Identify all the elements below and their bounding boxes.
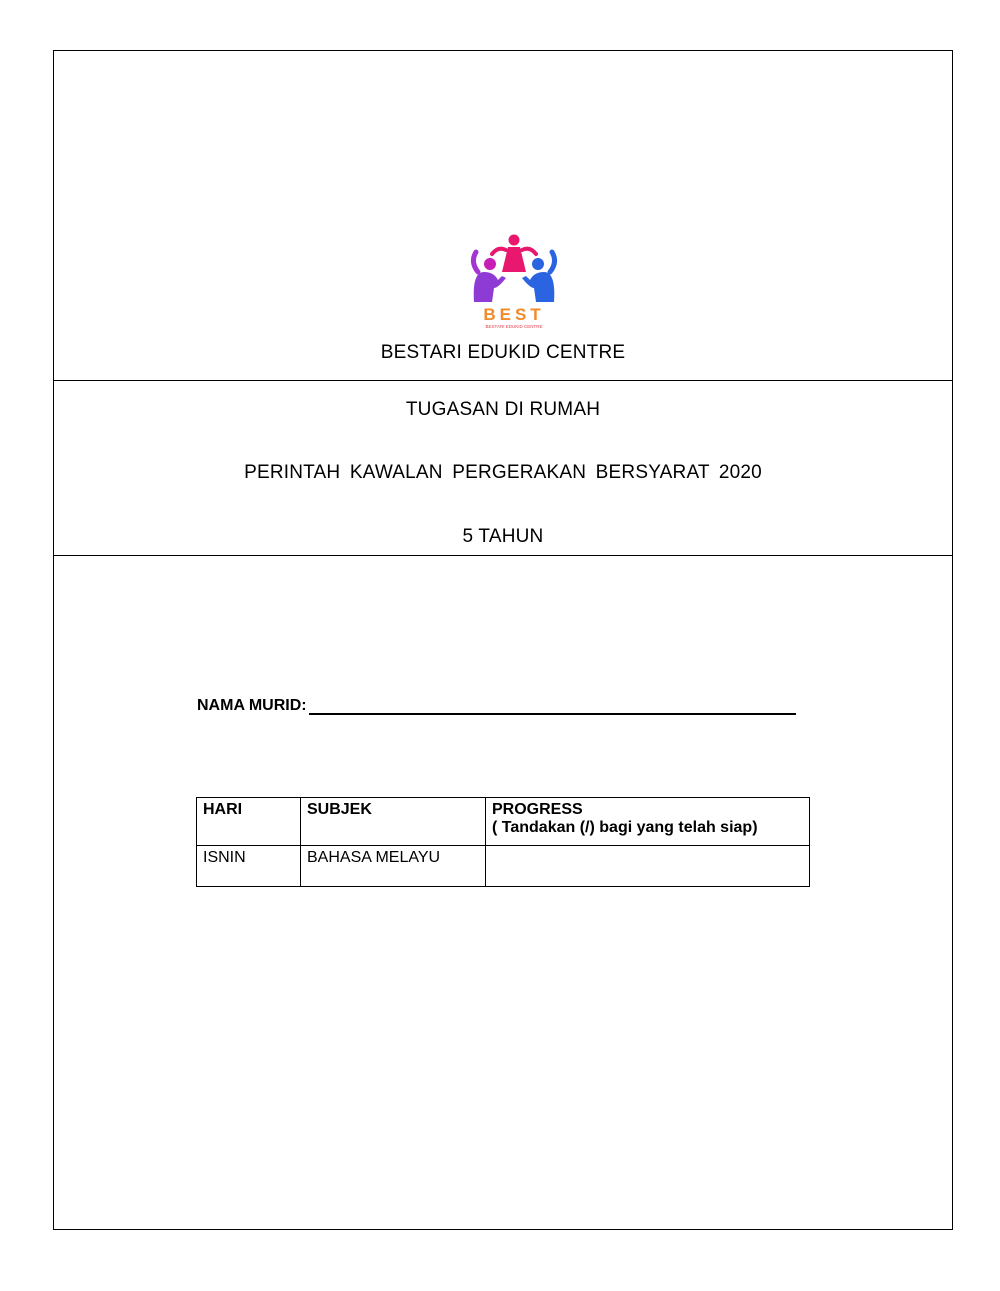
logo-tagline: BESTARI EDUKID CENTRE	[485, 324, 543, 329]
best-logo	[468, 232, 560, 330]
centre-name: BESTARI EDUKID CENTRE	[380, 342, 626, 363]
header-hari: HARI	[197, 798, 301, 846]
logo-left-head	[484, 258, 496, 270]
logo-right-body	[522, 272, 554, 302]
title-divider	[53, 555, 953, 556]
header-divider	[53, 380, 953, 381]
logo-left-body	[474, 272, 506, 302]
cell-subjek: BAHASA MELAYU	[301, 846, 486, 887]
assignment-title: TUGASAN DI RUMAH	[405, 399, 601, 420]
header-progress-label: PROGRESS	[492, 801, 583, 818]
table-header-row	[197, 798, 810, 846]
age-group: 5 TAHUN	[462, 526, 544, 547]
document-frame	[53, 50, 953, 1230]
header-progress-note: ( Tandakan (/) bagi yang telah siap)	[492, 819, 758, 836]
cell-hari: ISNIN	[197, 846, 301, 887]
logo-wordmark: BEST	[483, 305, 545, 324]
cell-progress[interactable]	[486, 846, 810, 887]
progress-table	[196, 797, 810, 887]
logo-figure-head	[509, 235, 520, 246]
table-row	[197, 846, 810, 887]
header-subjek: SUBJEK	[301, 798, 486, 846]
logo-right-head	[532, 258, 544, 270]
header-progress	[486, 798, 810, 846]
student-name-row	[197, 693, 796, 715]
student-name-label: NAMA MURID:	[197, 697, 307, 714]
student-name-field[interactable]	[309, 693, 796, 715]
pkpb-title: PERINTAH KAWALAN PERGERAKAN BERSYARAT 2020	[244, 462, 762, 483]
